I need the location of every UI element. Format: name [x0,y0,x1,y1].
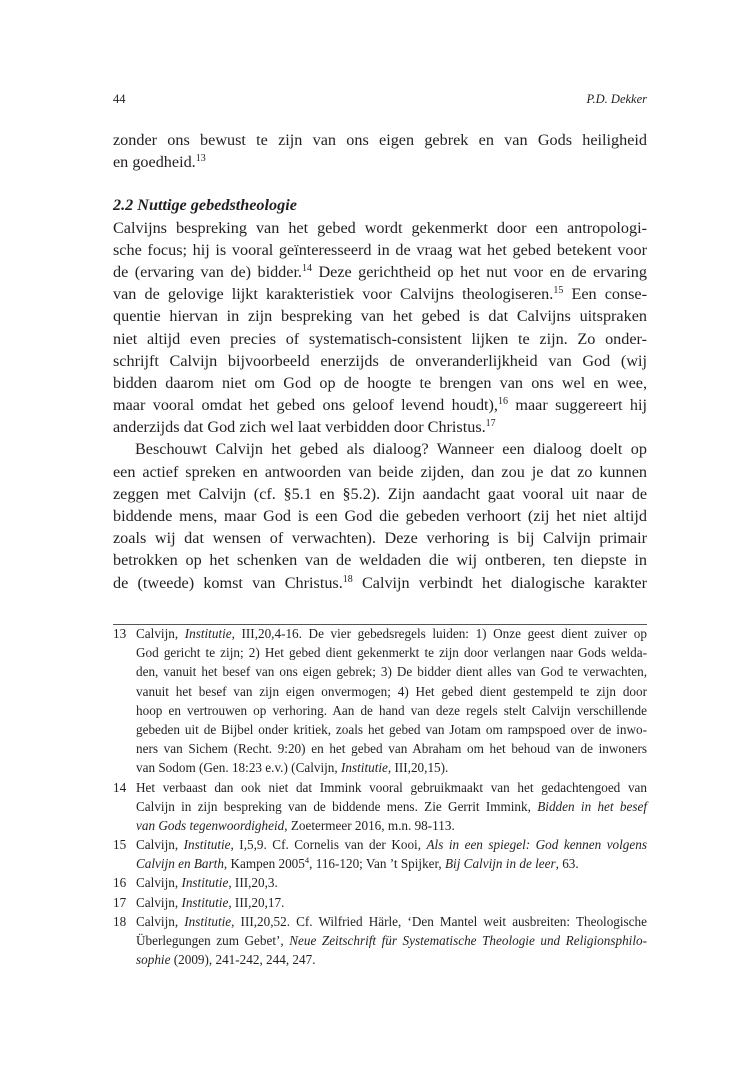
italic-title: Institutie [184,626,232,641]
footnote-line [136,797,647,816]
text-run: maar suggereert hij [507,396,647,415]
footnote-line [136,816,647,835]
footnote-line [136,662,647,681]
footnote-number: 18 [113,913,127,929]
footnote-number: 13 [113,626,127,641]
text-run: , Kampen 2005 [223,856,305,872]
italic-title: Institutie [181,875,229,891]
text-run: niet altijd even precies of systematisch-consistent lijken te zijn. Zo onder- [113,329,647,348]
body-line [113,217,647,239]
text-run: en goedheid. [113,153,196,172]
text-run: betrokken op het schenken van de weldaden die wij ontberen, ten diepste in [113,551,647,570]
italic-title: Als in een spiegel: God kennen volgens [426,837,647,853]
footnote-number: 17 [113,894,127,910]
text-run: Calvijn, [136,626,185,641]
text-run: Überlegungen zum Gebet’, [136,933,290,948]
italic-title: Bidden in het besef [537,798,647,814]
footnote-line [136,720,647,739]
body-line [113,305,647,327]
text-run: God gericht te zijn; 2) Het gebed dient gekenmerkt te zijn door verlangen naar Gods welda- [136,645,647,661]
footnote-line [136,893,647,912]
text-run: 2.2 Nuttige gebedstheologie [113,196,297,215]
body-text [113,129,647,594]
body-line [113,151,647,173]
italic-title: Calvijn en Barth [136,856,224,872]
text-run: , III,20,3. [228,875,278,891]
footnote-line [136,873,647,892]
footnote-line [136,739,647,758]
footnote-line [136,854,647,873]
page-number: 44 [113,92,126,106]
italic-title: Bij Calvijn in de leer [444,856,556,872]
body-line [113,549,647,571]
italic-title: Institutie [181,894,229,910]
text-run: , III,20,4-16. De vier gebedsregels luiden: 1) Onze geest dient zuiver op [231,626,647,641]
italic-title: Institutie [184,913,232,929]
footnote-line [136,624,647,643]
footnote-line [136,643,647,662]
text-run: , III,20,52. Cf. Wilfried Härle, ‘Den Mantel weit ausbreiten: Theologische [231,913,647,929]
footnote-line [136,778,647,797]
text-run: hoop en vertrouwen op verhoring. Aan de hand van deze regels stelt Calvijn verschillende [136,702,647,718]
text-run: bidden daarom niet om God op de hoogte te brengen van ons wel en wee, [113,373,647,392]
italic-title: van Gods tegenwoordigheid [136,817,285,833]
footnote-line [136,950,647,969]
body-line [113,416,647,438]
text-run: de (tweede) komst van Christus. [113,573,343,592]
body-line [113,461,647,483]
text-run: Een conse- [563,285,647,304]
footnote-13 [113,624,647,778]
footnote-number: 14 [113,779,127,795]
body-line [113,394,647,416]
text-run: , Zoetermeer 2016, m.n. 98-113. [284,817,455,833]
text-run: anderzijds dat God zich wel laat verbidden door Christus. [113,418,486,437]
text-run: Calvijn, [136,913,185,929]
footnote-line [136,758,647,777]
body-line [113,372,647,394]
text-run: een actief spreken en antwoorden van beide zijden, dan zou je dat zo kunnen [113,462,647,481]
body-line [113,572,647,594]
footnote-reference: 4 [304,855,310,866]
text-run: , 116-120; Van ’t Spijker, [309,856,445,872]
text-run: sche focus; hij is vooral geïnteresseerd in de vraag wat het gebed betekent voor [113,240,647,259]
footnote-number: 15 [113,837,127,853]
text-run: Calvijn verbindt het dialogische karakter [352,573,648,592]
text-run: gebeden uit de Bijbel onder kritiek, zoals het gebed van Jotam om rampspoed over de inwo- [136,721,647,737]
footnote-reference: 17 [485,418,496,430]
text-run: , I,5,9. Cf. Cornelis van der Kooi, [230,837,427,853]
text-run: Calvijn, [136,894,182,910]
text-run: , III,20,15). [387,760,449,776]
text-run: zonder ons bewust te zijn van ons eigen gebrek en van Gods heiligheid [113,131,647,149]
body-line [113,483,647,505]
footnote-reference: 15 [553,285,564,297]
italic-title: Neue Zeitschrift für Systematische Theologie und Religionsphilo- [289,933,647,948]
footnote-number: 16 [113,875,127,891]
italic-title: sophie [136,952,171,968]
footnotes [113,624,647,969]
text-run: Het verbaast dan ook niet dat Immink vooral gebruikmaakt van het gedachtengoed van [136,779,647,795]
text-run: vanuit het besef van zijn eigen onvermogen; 4) Het gebed dient gestempeld te zijn door [136,683,647,699]
body-line [113,527,647,549]
body-line [113,438,647,460]
text-run: biddende mens, maar God is een God die gebeden verhoort (zij het niet altijd [113,507,647,525]
text-run: , III,20,17. [228,894,285,910]
footnote-reference: 18 [342,573,353,585]
text-run: zeggen met Calvijn (cf. §5.1 en §5.2). Zijn aandacht gaat vooral uit naar de [113,484,647,503]
footnote-18 [113,912,647,970]
footnote-17 [113,893,647,912]
text-run: Calvijn, [136,875,182,891]
body-line [113,283,647,305]
text-run: (2009), 241-242, 244, 247. [170,952,316,968]
body-line [113,505,647,527]
text-run: van de gelovige lijkt karakteristiek voor Calvijns theologiseren. [113,285,554,304]
italic-title: Institutie [341,760,388,776]
text-run: maar vooral omdat het gebed ons geloof levend houdt), [113,396,498,415]
body-line [113,239,647,261]
text-run: Calvijns bespreking van het gebed wordt gekenmerkt door een antropologi- [113,218,647,237]
text-run: den, vanuit het besef van ons eigen gebrek; 3) De bidder dient alles van God te verwachten, [136,664,647,680]
footnote-line [136,931,647,950]
running-header-author: P.D. Dekker [586,92,647,106]
footnote-16 [113,873,647,892]
text-run: Calvijn, [136,837,184,853]
footnote-reference: 16 [497,396,508,408]
body-line [113,261,647,283]
footnote-15 [113,835,647,873]
text-run: , 63. [555,856,579,872]
text-run: ners van Sichem (Recht. 9:20) en het gebed van Abraham om het behoud van de inwoners [136,741,647,757]
text-run: de (ervaring van de) bidder. [113,262,302,281]
text-run: Beschouwt Calvijn het gebed als dialoog? Wanneer een dialoog doelt op [135,440,647,459]
text-run: Deze gerichtheid op het nut voor en de ervaring [311,262,647,281]
footnote-reference: 14 [301,262,312,274]
text-run: zoals wij dat wensen of verwachten). Deze verhoring is bij Calvijn primair [113,529,647,548]
body-line [113,350,647,372]
section-heading [113,194,647,216]
italic-title: Institutie [183,837,231,853]
footnote-14 [113,778,647,836]
footnote-reference: 13 [195,153,206,165]
footnote-line [136,701,647,720]
text-run: quentie hiervan in zijn bespreking van het gebed is dat Calvijns uitspraken [113,307,647,326]
body-line [113,328,647,350]
footnote-line [136,835,647,854]
text-run: van Sodom (Gen. 18:23 e.v.) (Calvijn, [136,760,341,776]
footnote-line [136,682,647,701]
footnote-line [136,912,647,931]
body-line [113,129,647,151]
text-run: schrijft Calvijn bijvoorbeeld enerzijds de onveranderlijkheid van God (wij [113,351,647,370]
text-run: Calvijn in zijn bespreking van de biddende mens. Zie Gerrit Immink, [136,798,538,814]
